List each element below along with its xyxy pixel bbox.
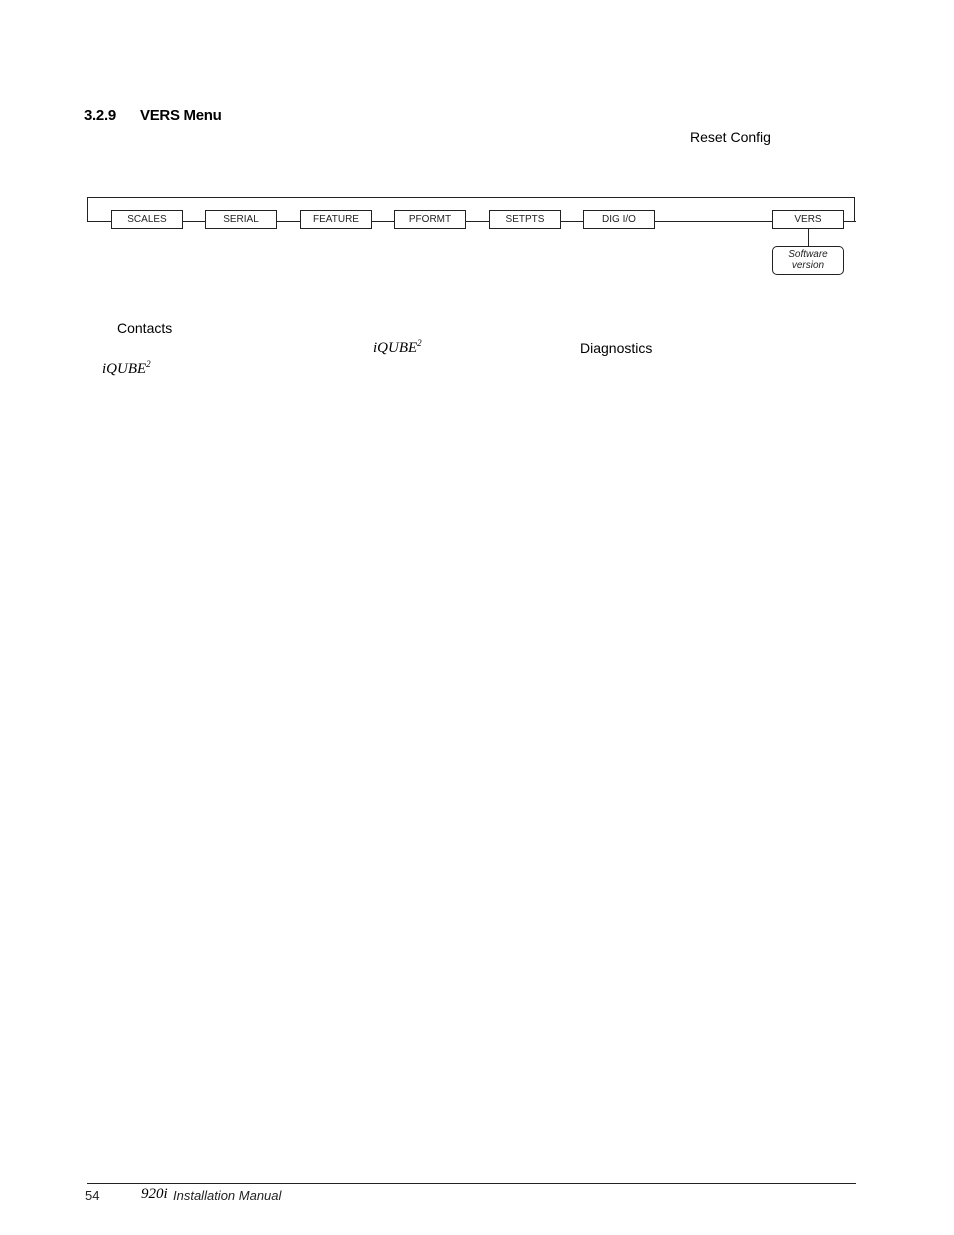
- diagram-connector-line: [87, 221, 856, 222]
- product-name-inline: [373, 338, 422, 357]
- contacts-term: Contacts: [117, 320, 173, 336]
- section-number: 3.2.9: [84, 107, 116, 124]
- product-name-text-2: iQUBE: [102, 361, 147, 377]
- diagram-frame: [87, 197, 855, 222]
- menu-box-setpts: SETPTS: [489, 210, 561, 229]
- menu-box-scales: SCALES: [111, 210, 183, 229]
- page-number: 54: [85, 1188, 100, 1203]
- menu-box-pformt: PFORMT: [394, 210, 466, 229]
- product-name-text: iQUBE: [373, 340, 418, 356]
- product-superscript-2: 2: [146, 359, 151, 369]
- menu-box-dig-io: DIG I/O: [583, 210, 655, 229]
- menu-box-serial: SERIAL: [205, 210, 277, 229]
- section-title: VERS Menu: [140, 107, 222, 124]
- submenu-connector: [808, 228, 809, 246]
- footer-rule: [87, 1183, 856, 1184]
- footer-model: 920i: [141, 1186, 168, 1202]
- submenu-line-2: version: [791, 260, 825, 271]
- menu-box-vers: VERS: [772, 210, 844, 229]
- software-version-box: [772, 246, 844, 275]
- reset-config-term: Reset Config: [690, 129, 771, 145]
- footer-title: Installation Manual: [173, 1188, 282, 1203]
- submenu-line-1: Software: [788, 249, 828, 260]
- menu-box-feature: FEATURE: [300, 210, 372, 229]
- diagnostics-term: Diagnostics: [580, 340, 653, 356]
- product-superscript: 2: [417, 338, 422, 348]
- product-name-inline-2: [102, 359, 151, 378]
